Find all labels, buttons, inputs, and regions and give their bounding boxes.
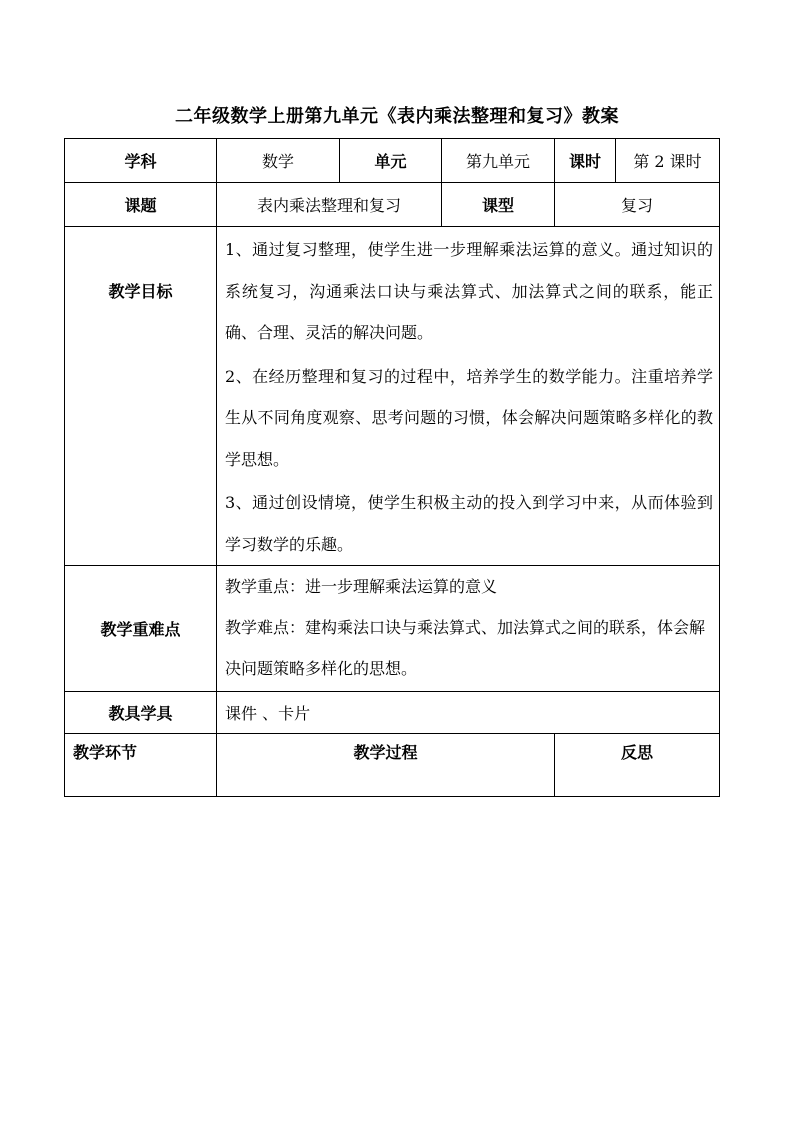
objective-item-3: 3、通过创设情境，使学生积极主动的投入到学习中来，从而体验到学习数学的乐趣。 (225, 493, 714, 554)
tools-label: 教具学具 (65, 692, 217, 734)
unit-value: 第九单元 (442, 139, 555, 183)
keypoints-content (217, 566, 720, 692)
period-label: 课时 (555, 139, 616, 183)
topic-row (65, 183, 720, 227)
process-label: 教学过程 (217, 734, 555, 797)
topic-value: 表内乘法整理和复习 (217, 183, 442, 227)
document-title: 二年级数学上册第九单元《表内乘法整理和复习》教案 (175, 106, 619, 127)
unit-label: 单元 (340, 139, 442, 183)
keypoints-row (65, 566, 720, 692)
objectives-label: 教学目标 (65, 227, 217, 566)
keypoint-item-1: 教学重点：进一步理解乘法运算的意义 (225, 577, 498, 596)
topic-label: 课题 (65, 183, 217, 227)
objectives-row (65, 227, 720, 566)
period-value: 第 2 课时 (616, 139, 720, 183)
subject-label: 学科 (65, 139, 217, 183)
type-label: 课型 (442, 183, 555, 227)
objectives-content (217, 227, 720, 566)
type-value: 复习 (555, 183, 720, 227)
subject-value: 数学 (217, 139, 340, 183)
subject-row (65, 139, 720, 183)
keypoint-item-2: 教学难点：建构乘法口诀与乘法算式、加法算式之间的联系，体会解决问题策略多样化的思想。 (225, 618, 706, 678)
reflection-label: 反思 (555, 734, 720, 797)
tools-row (65, 692, 720, 734)
lesson-plan-table (64, 138, 720, 797)
objective-item-1: 1、通过复习整理，使学生进一步理解乘法运算的意义。通过知识的系统复习，沟通乘法口诀与乘法算式、加法算式之间的联系，能正确、合理、灵活的解决问题。 (225, 240, 714, 342)
tools-value: 课件 、卡片 (217, 692, 720, 734)
stage-label: 教学环节 (65, 734, 217, 797)
objective-item-2: 2、在经历整理和复习的过程中，培养学生的数学能力。注重培养学生从不同角度观察、思考问题的习惯，体会解决问题策略多样化的教学思想。 (225, 366, 714, 469)
keypoints-label: 教学重难点 (65, 566, 217, 692)
process-header-row (65, 734, 720, 797)
